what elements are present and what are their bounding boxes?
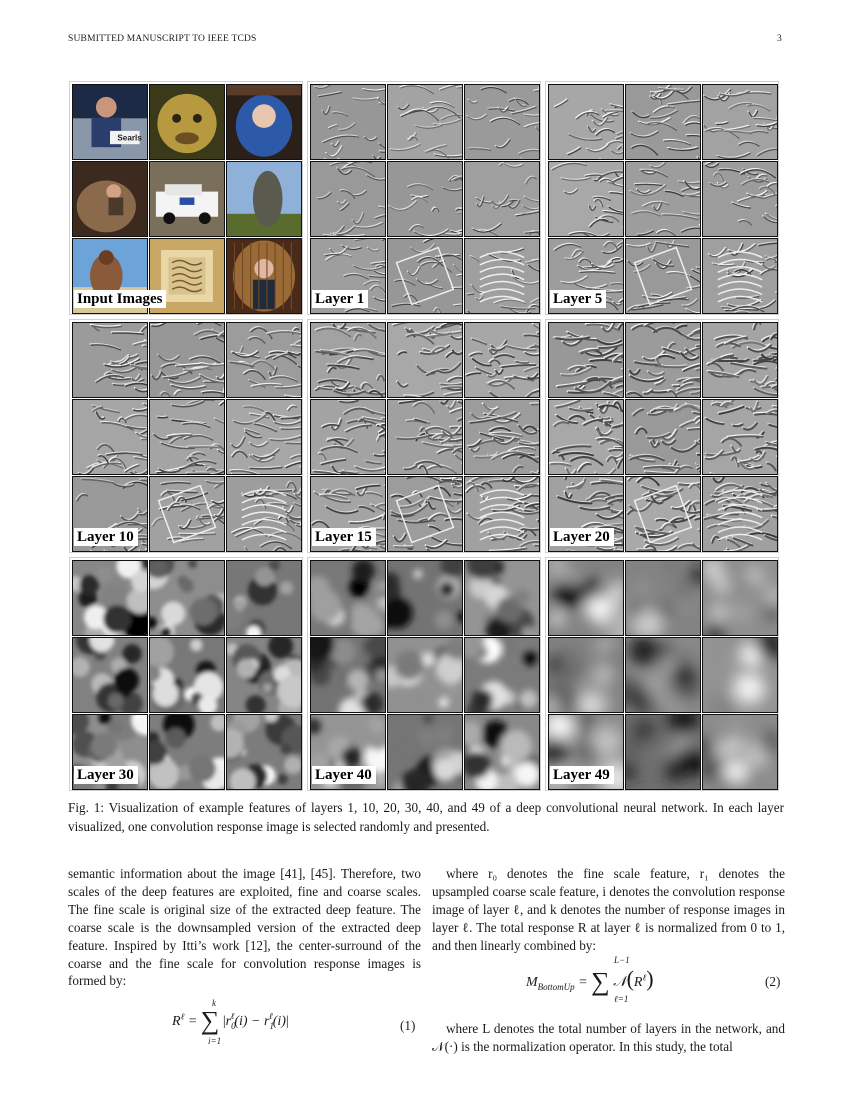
panel-label: Layer 15	[312, 528, 376, 546]
feature-tile	[149, 637, 225, 713]
feature-tile-image	[311, 162, 385, 236]
feature-tile-image	[626, 162, 700, 236]
body-paragraph: where L denotes the total number of layers in the network, and 𝒩(·) is the normalization operator. In this study, the total	[432, 1021, 785, 1054]
feature-tile-image	[227, 400, 301, 474]
feature-tile	[548, 637, 624, 713]
feature-tile-image	[549, 638, 623, 712]
feature-tile	[625, 161, 701, 237]
feature-tile-image	[388, 400, 462, 474]
feature-tile	[464, 560, 540, 636]
feature-tile-image	[73, 85, 147, 159]
feature-tile	[464, 322, 540, 398]
feature-tile	[464, 161, 540, 237]
feature-tile-image	[311, 323, 385, 397]
feature-tile-image	[703, 638, 777, 712]
feature-tile-image	[703, 239, 777, 313]
panel-layer-40	[307, 557, 541, 791]
feature-tile-image	[703, 162, 777, 236]
feature-tile-image	[465, 323, 539, 397]
feature-tile-image	[150, 715, 224, 789]
feature-tile-image	[311, 85, 385, 159]
feature-tile-image	[150, 638, 224, 712]
feature-tile-image	[626, 561, 700, 635]
figure-caption: Fig. 1: Visualization of example features of layers 1, 10, 20, 30, 40, and 49 of a deep convolutional neural network. In each layer visualized, one convolution response image is selected randomly and presented.	[68, 800, 784, 834]
feature-tile-image	[227, 85, 301, 159]
feature-tile	[387, 637, 463, 713]
feature-tile-image	[703, 561, 777, 635]
feature-tile	[310, 637, 386, 713]
feature-tile-image	[388, 638, 462, 712]
feature-tile-image	[150, 400, 224, 474]
panel-layer-10	[69, 319, 303, 553]
panel-layer-20	[545, 319, 779, 553]
page-header	[68, 34, 782, 48]
feature-tile	[149, 714, 225, 790]
feature-tile-image	[388, 715, 462, 789]
page-number: 3	[777, 34, 782, 44]
feature-tile	[548, 84, 624, 160]
feature-tile-image	[388, 477, 462, 551]
feature-tile-image	[626, 715, 700, 789]
feature-tile-image	[626, 400, 700, 474]
feature-tile	[625, 399, 701, 475]
feature-tile	[310, 161, 386, 237]
feature-tile-image	[227, 162, 301, 236]
feature-tile-image	[388, 162, 462, 236]
searls-sign-text: Searls	[117, 133, 142, 143]
feature-tile-image	[703, 477, 777, 551]
feature-tile	[625, 322, 701, 398]
feature-tile	[387, 322, 463, 398]
panel-input-images	[69, 81, 303, 315]
feature-tile	[702, 637, 778, 713]
feature-tile-image	[626, 477, 700, 551]
feature-tile-image	[465, 400, 539, 474]
feature-tile	[72, 560, 148, 636]
feature-tile	[72, 399, 148, 475]
feature-tile-image	[465, 477, 539, 551]
left-column	[68, 865, 421, 990]
right-column	[432, 865, 785, 955]
feature-tile-image	[465, 715, 539, 789]
feature-tile-image	[626, 239, 700, 313]
panel-label: Layer 40	[312, 766, 376, 784]
feature-tile	[72, 322, 148, 398]
feature-tile-image	[73, 638, 147, 712]
feature-tile-image	[465, 561, 539, 635]
feature-tile-image	[227, 715, 301, 789]
feature-tile	[387, 476, 463, 552]
feature-tile	[625, 238, 701, 314]
feature-tile	[548, 161, 624, 237]
feature-tile	[464, 238, 540, 314]
feature-tile-image	[311, 638, 385, 712]
feature-tile	[387, 238, 463, 314]
feature-tile	[310, 322, 386, 398]
feature-tile	[226, 560, 302, 636]
feature-tile	[387, 560, 463, 636]
feature-tile	[464, 476, 540, 552]
feature-tile	[72, 84, 148, 160]
feature-tile-image	[227, 239, 301, 313]
feature-tile	[387, 399, 463, 475]
panel-label: Layer 30	[74, 766, 138, 784]
feature-tile	[702, 161, 778, 237]
feature-tile	[149, 322, 225, 398]
feature-tile	[226, 322, 302, 398]
feature-tile-image	[150, 477, 224, 551]
feature-tile-image	[73, 162, 147, 236]
feature-tile-image	[388, 561, 462, 635]
feature-tile	[310, 84, 386, 160]
feature-tile	[149, 399, 225, 475]
feature-tile-image	[703, 400, 777, 474]
feature-tile-image	[388, 239, 462, 313]
panel-label: Layer 1	[312, 290, 368, 308]
feature-tile	[625, 637, 701, 713]
feature-tile-image	[465, 239, 539, 313]
feature-tile-image	[227, 561, 301, 635]
feature-tile-image	[227, 323, 301, 397]
feature-tile	[625, 560, 701, 636]
panel-layer-15	[307, 319, 541, 553]
feature-tile-image	[73, 561, 147, 635]
equation-2: $M_{BottomUp}$ = ∑ $𝒩(R^\ell)$ L−1 ℓ=1	[526, 955, 654, 1004]
feature-tile-image	[549, 85, 623, 159]
feature-tile-image	[626, 323, 700, 397]
feature-tile	[464, 714, 540, 790]
feature-tile	[310, 560, 386, 636]
feature-tile	[625, 84, 701, 160]
feature-tile	[226, 476, 302, 552]
feature-tile-image	[549, 323, 623, 397]
feature-tile-image	[626, 85, 700, 159]
feature-tile	[702, 399, 778, 475]
feature-tile	[387, 714, 463, 790]
feature-tile	[548, 322, 624, 398]
feature-tile	[226, 84, 302, 160]
feature-tile-image	[227, 477, 301, 551]
feature-tile	[702, 560, 778, 636]
panel-label: Layer 10	[74, 528, 138, 546]
feature-tile	[702, 714, 778, 790]
feature-tile-image	[150, 561, 224, 635]
feature-tile-image	[465, 162, 539, 236]
feature-tile	[548, 560, 624, 636]
panel-layer-49	[545, 557, 779, 791]
feature-tile	[226, 714, 302, 790]
feature-tile-image	[703, 715, 777, 789]
panel-label: Layer 49	[550, 766, 614, 784]
equation-2-number: (2)	[765, 974, 781, 989]
feature-tile-image	[549, 162, 623, 236]
feature-tile	[310, 399, 386, 475]
feature-tile	[625, 714, 701, 790]
body-paragraph: semantic information about the image [41], [45]. Therefore, two scales of the deep features are exploited, fine and coarse scales. The fine scale is original size of the extracted deep feature. The coarse scale is the downsampled version of the extracted deep feature. Inspired by Itti’s work [12], the center-surround of the coarse and the fine scale for convolution response images is formed by:	[68, 866, 421, 989]
feature-tile	[149, 560, 225, 636]
feature-tile	[149, 161, 225, 237]
feature-tile-image	[388, 323, 462, 397]
feature-tile-image	[465, 85, 539, 159]
panel-label: Input Images	[74, 290, 166, 308]
panel-layer-30	[69, 557, 303, 791]
feature-tile	[72, 637, 148, 713]
feature-tile	[464, 399, 540, 475]
feature-tile-image	[150, 323, 224, 397]
feature-tile-image	[73, 400, 147, 474]
feature-tile	[226, 399, 302, 475]
feature-visualization-figure	[69, 81, 779, 791]
panel-layer-5	[545, 81, 779, 315]
feature-tile-image	[227, 638, 301, 712]
feature-tile-image	[311, 400, 385, 474]
journal-header: SUBMITTED MANUSCRIPT TO IEEE TCDS	[68, 34, 257, 44]
feature-tile	[387, 161, 463, 237]
right-column-continued	[432, 1020, 785, 1056]
feature-tile-image	[388, 85, 462, 159]
feature-tile-image	[703, 323, 777, 397]
feature-tile-image	[549, 561, 623, 635]
panel-label: Layer 20	[550, 528, 614, 546]
feature-tile	[702, 476, 778, 552]
equation-1-number: (1)	[400, 1018, 416, 1033]
feature-tile	[702, 238, 778, 314]
feature-tile	[387, 84, 463, 160]
body-paragraph: where r₀ denotes the fine scale feature, r₁ denotes the upsampled coarse scale feature, i denotes the convolution response image of layer ℓ, and k denotes the number of response images in layer ℓ. The total response R at layer ℓ is normalized from 0 to 1, and then linearly combined by:	[432, 866, 785, 953]
feature-tile-image	[311, 561, 385, 635]
feature-tile-image	[549, 400, 623, 474]
feature-tile-image	[73, 323, 147, 397]
feature-tile	[702, 84, 778, 160]
feature-tile	[149, 476, 225, 552]
feature-tile-image	[465, 638, 539, 712]
feature-tile	[464, 637, 540, 713]
feature-tile	[464, 84, 540, 160]
panel-layer-1	[307, 81, 541, 315]
feature-tile	[625, 476, 701, 552]
equation-1: $R^\ell$ = ∑ $|r_0^\ell(i) - r_1^\ell(i)|$ k i=1	[172, 998, 289, 1046]
feature-tile	[226, 238, 302, 314]
feature-tile	[548, 399, 624, 475]
feature-tile	[226, 161, 302, 237]
feature-tile-image	[626, 638, 700, 712]
panel-label: Layer 5	[550, 290, 606, 308]
feature-tile-image	[150, 85, 224, 159]
feature-tile	[226, 637, 302, 713]
feature-tile	[149, 84, 225, 160]
feature-tile	[702, 322, 778, 398]
feature-tile-image	[703, 85, 777, 159]
feature-tile-image	[150, 162, 224, 236]
feature-tile	[72, 161, 148, 237]
